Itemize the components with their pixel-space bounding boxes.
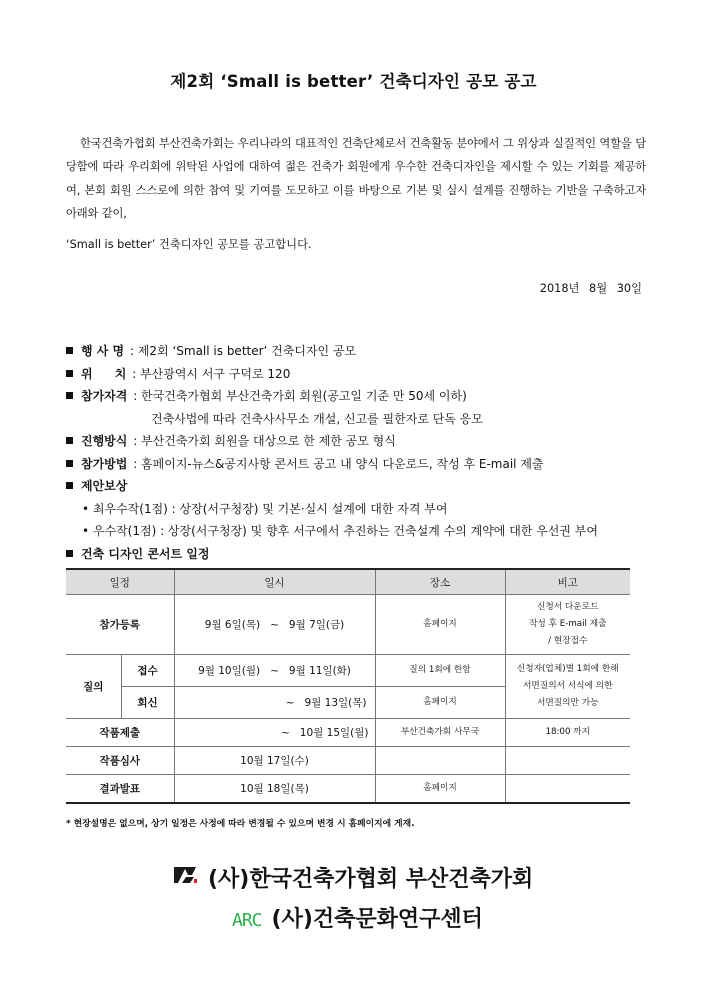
square-bullet-icon [66,370,73,377]
table-cell: ~ 10월 15일(월) [174,719,375,747]
table-row [66,595,630,655]
intro-line2: ‘Small is better’ 건축디자인 공모를 공고합니다. [66,238,312,251]
table-cell: 부산건축가회 사무국 [375,719,505,747]
schedule-table [66,568,630,804]
intro-paragraph [66,132,646,225]
table-cell: 질의 [66,655,121,719]
note-line: / 현장접수 [548,636,588,646]
table-cell: 9월 10일(월) ~ 9월 11일(화) [174,655,375,687]
reward-item: • 최우수작(1점) : 상장(서구청장) 및 기본·실시 설계에 대한 자격 부여 [82,501,448,516]
info-label: 제안보상 [81,479,128,493]
info-row-apply [66,453,656,476]
column-header: 일정 [66,569,174,595]
table-row [66,747,630,775]
table-cell [375,747,505,775]
column-header: 장소 [375,569,505,595]
table-row [66,775,630,803]
table-cell: 홈페이지 [375,595,505,655]
note-line: 작성 후 E-mail 제출 [529,619,607,629]
table-cell [505,747,630,775]
square-bullet-icon [66,482,73,489]
table-cell [505,775,630,803]
info-row-qualification [66,385,656,408]
table-cell [505,595,630,655]
table-cell: 10월 17일(수) [174,747,375,775]
info-label: 진행방식 [81,434,128,448]
table-header-row [66,569,630,595]
table-row [66,719,630,747]
organization-line-2 [232,902,483,933]
square-bullet-icon [66,437,73,444]
note-line: 서면질의서 서식에 의한 [523,681,613,691]
info-value-cont: 건축사법에 따라 건축사사무소 개설, 신고를 필한자로 단독 응모 [151,411,483,426]
note-line: 신청자(업체)별 1회에 한해 [516,664,619,674]
table-cell [505,655,630,719]
info-row-reward [66,475,656,498]
info-row-event [66,340,656,363]
info-label: 참가방법 [81,456,128,471]
association-logo-icon [172,864,198,892]
note-line: 신청서 다운로드 [536,602,599,612]
info-label: 참가자격 [81,389,128,403]
organization-line-1 [172,862,533,894]
table-cell: 작품제출 [66,719,174,747]
info-label: 행 사 명 [81,344,125,358]
footnote: * 현장설명은 없으며, 상기 일정은 사정에 따라 변경될 수 있으며 변경 시 홈페이지에 게재. [66,819,415,829]
table-cell: 홈페이지 [375,687,505,719]
organization-name: (사)한국건축가협회 부산건축가회 [208,867,534,892]
table-cell: 회신 [121,687,174,719]
table-cell: 참가등록 [66,595,174,655]
table-cell: 9월 6일(목) ~ 9월 7일(금) [174,595,375,655]
table-cell: 결과발표 [66,775,174,803]
info-value: : 홈페이지-뉴스&공지사항 콘서트 공고 내 양식 다운로드, 작성 후 E-mail 제출 [133,456,544,471]
organization-name: (사)건축문화연구센터 [271,907,483,932]
table-cell: 질의 1회에 한함 [375,655,505,687]
info-value: : 제2회 ‘Small is better’ 건축디자인 공모 [129,344,357,358]
table-row [66,655,630,687]
table-cell: ~ 9월 13일(목) [174,687,375,719]
table-cell: 18:00 까지 [505,719,630,747]
page-title: 제2회 ‘Small is better’ 건축디자인 공모 공고 [170,72,537,91]
arc-logo-icon: ARC [232,910,262,931]
square-bullet-icon [66,347,73,354]
table-cell: 홈페이지 [375,775,505,803]
table-cell: 10월 18일(목) [174,775,375,803]
column-header: 일시 [174,569,375,595]
info-value: : 부산건축가회 회원을 대상으로 한 제한 공모 형식 [133,434,396,448]
table-cell: 접수 [121,655,174,687]
info-row-schedule [66,543,656,566]
info-section [66,340,656,565]
intro-text: 한국건축가협회 부산건축가회는 우리나라의 대표적인 건축단체로서 건축활동 분야에서 그 위상과 실질적인 역할을 담당함에 따라 우리회에 위탁된 사업에 대하여 젊은 건축가 회원에게 우수한 건축디자인을 제시할 수 있는 기회를 제공하여, 본회 회원 스스로에 의한 참여 및 기여를 도모하고 이를 바탕으로 기본 및 실시 설계를 진행하는 기반을 구축하고자 아래와 같이, [66,137,646,220]
notice-date: 2018년 8월 30일 [539,282,642,295]
info-value: : 한국건축가협회 부산건축가회 회원(공고일 기준 만 50세 이하) [133,389,467,403]
column-header: 비고 [505,569,630,595]
square-bullet-icon [66,460,73,467]
info-label: 위 치 [81,366,127,381]
info-value: : 부산광역시 서구 구덕로 120 [132,366,291,381]
note-line: 서면질의만 가능 [536,698,599,708]
square-bullet-icon [66,392,73,399]
square-bullet-icon [66,550,73,557]
info-row-location [66,363,656,386]
reward-item: • 우수작(1점) : 상장(서구청장) 및 향후 서구에서 추진하는 건축설계 수의 계약에 대한 우선권 부여 [82,524,598,538]
info-row-method [66,430,656,453]
info-label: 건축 디자인 콘서트 일정 [81,546,210,561]
table-cell: 작품심사 [66,747,174,775]
